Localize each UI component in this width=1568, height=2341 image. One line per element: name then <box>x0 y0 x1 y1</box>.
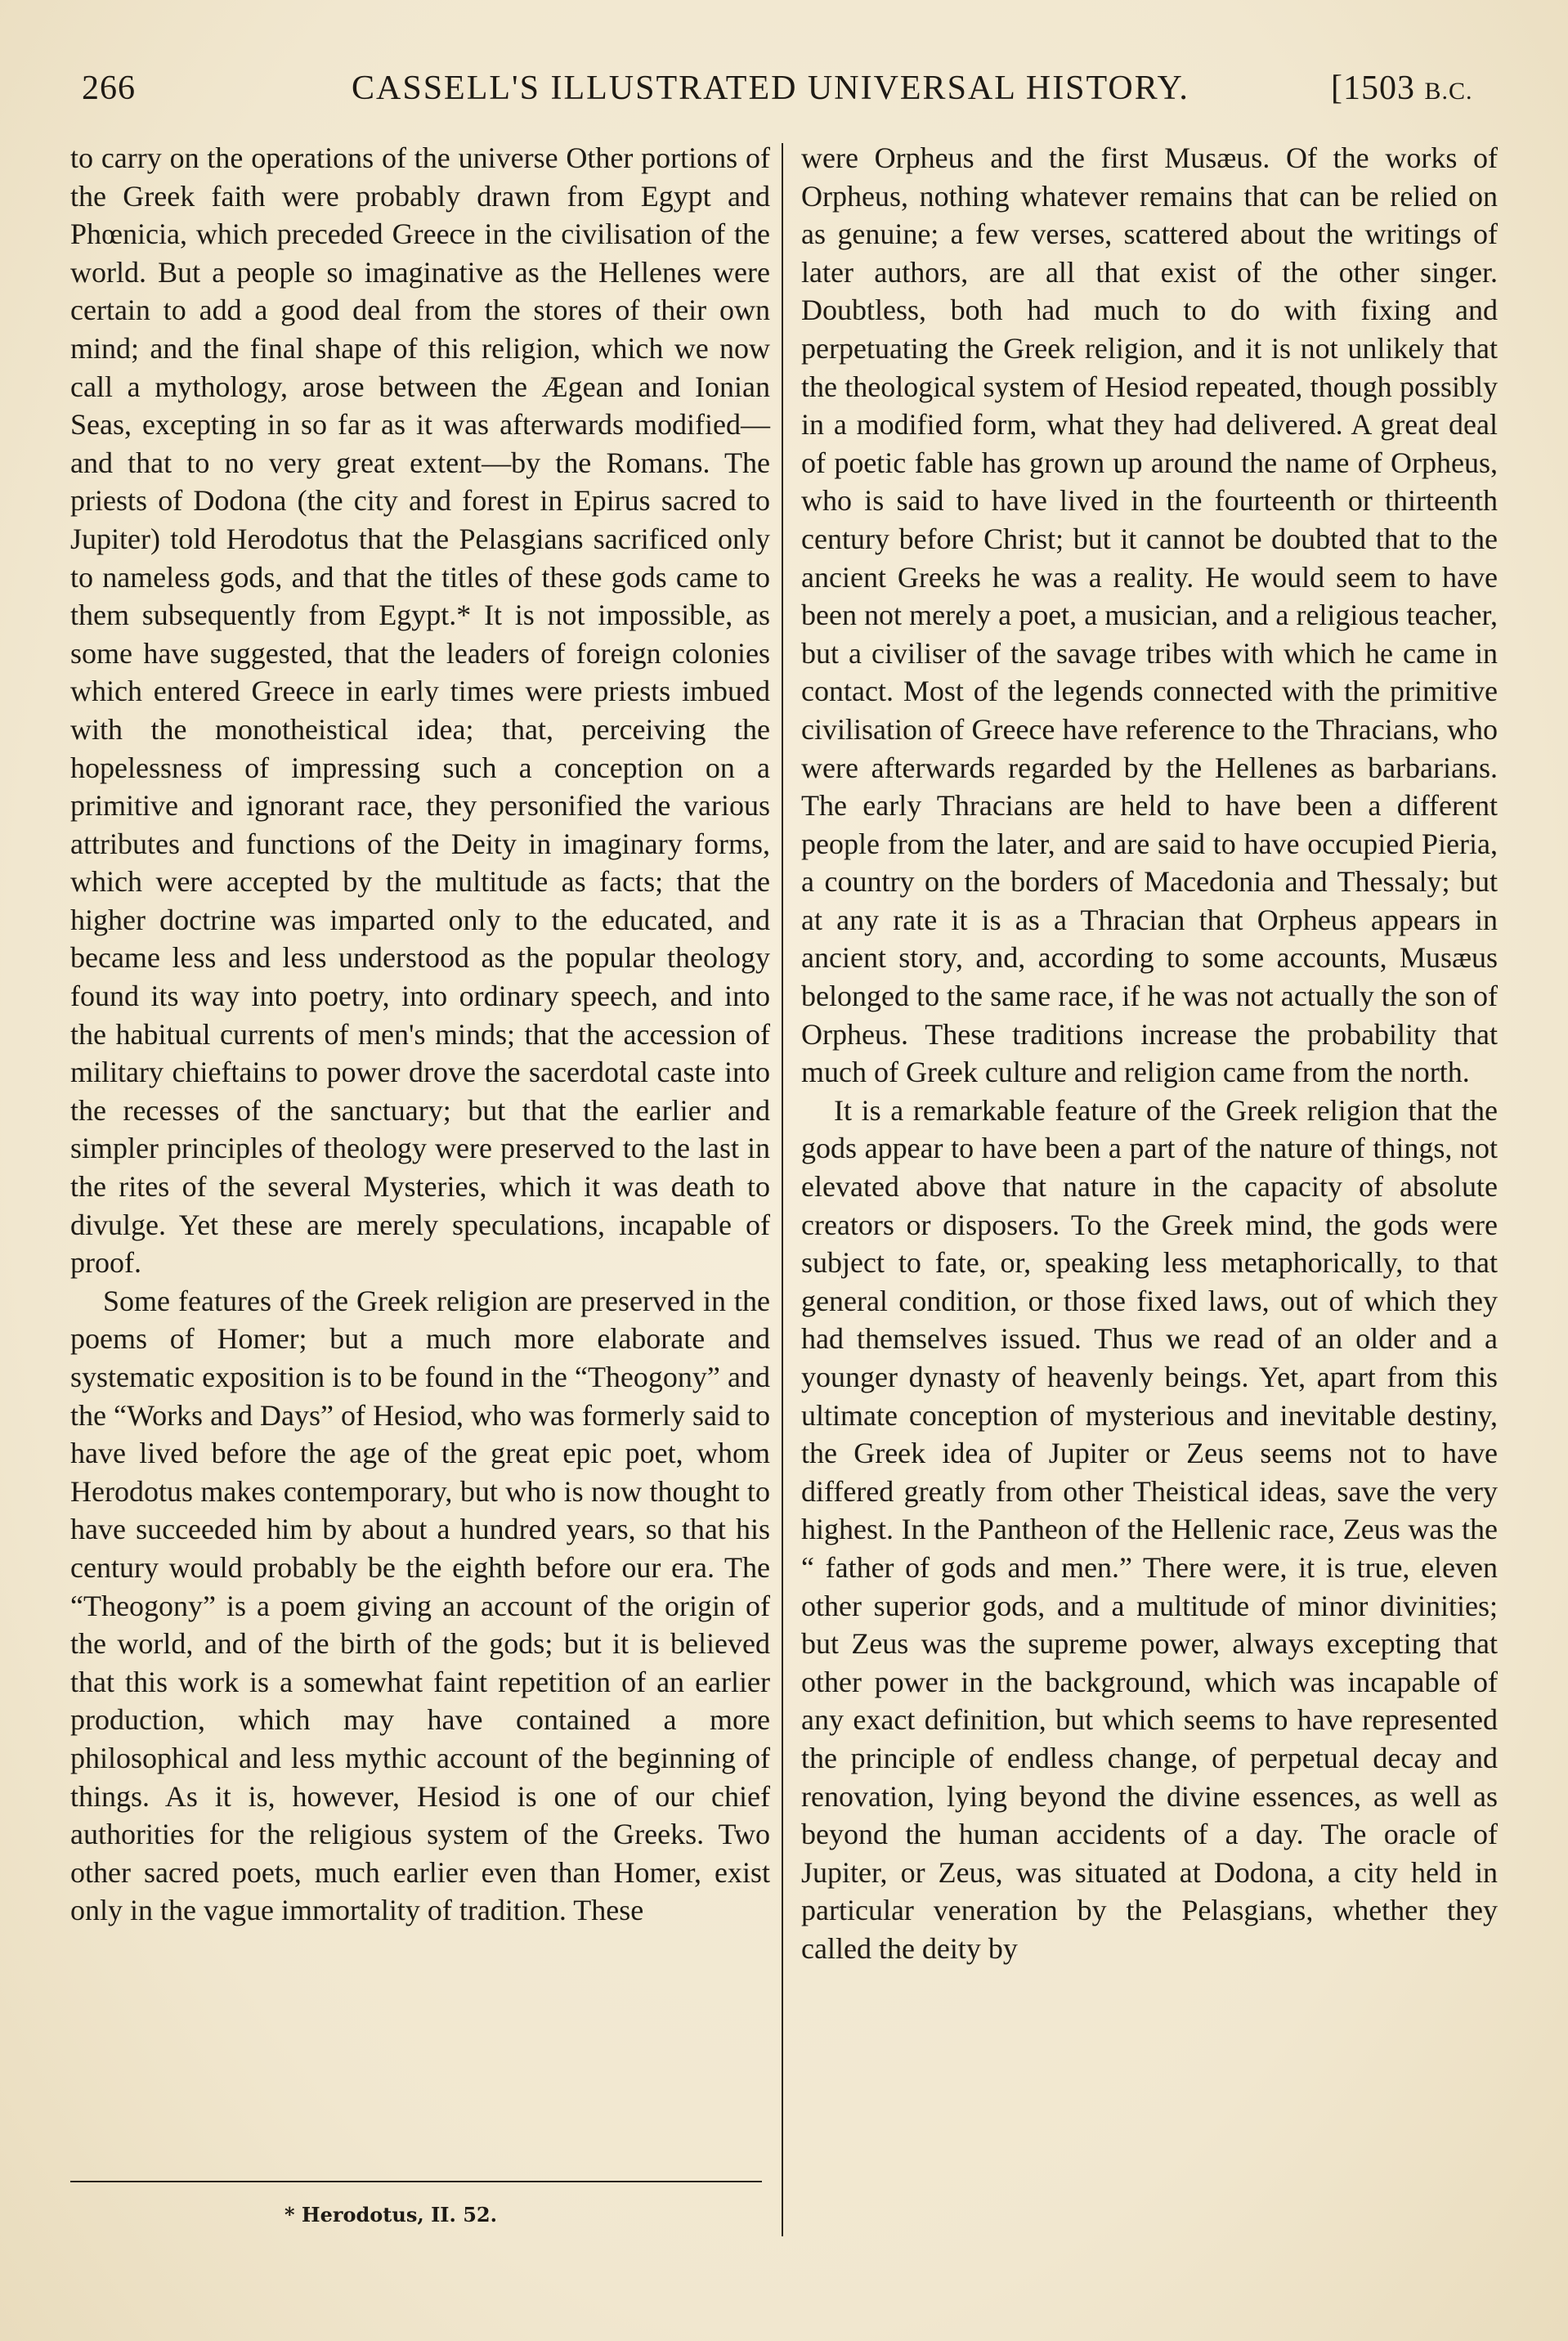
footnote-divider <box>70 2181 762 2182</box>
running-head <box>0 69 1568 118</box>
page-number: 266 <box>82 70 136 107</box>
column-divider <box>782 143 783 2236</box>
date-prefix: [1503 <box>1331 70 1415 107</box>
date-suffix: B.C. <box>1424 78 1473 105</box>
left-column <box>70 139 770 1930</box>
right-paragraph-2: It is a remarkable feature of the Greek religion that the gods appear to have been a part of the nature of things, not elevated above that nature in the capacity of absolute creators or disposers. To the Greek mind, the gods were subject to fate, or, speaking less metaphorically, to that general condition, or those fixed laws, out of which they had themselves issued. Thus we read of an older and a younger dynasty of heavenly beings. Yet, apart from this ultimate conception of mysterious and inevitable destiny, the Greek idea of Jupiter or Zeus seems not to have differed greatly from other Theistical ideas, save the very highest. In the Pantheon of the Hellenic race, Zeus was the “ father of gods and men.” There were, it is true, eleven other superior gods, and a multitude of minor divinities; but Zeus was the supreme power, always excepting that other power in the background, which was incapable of any exact definition, but which seems to have represented the principle of endless change, of perpetual decay and renovation, lying beyond the divine essences, as well as beyond the human accidents of a day. The oracle of Jupiter, or Zeus, was situated at Dodona, a city held in particular veneration by the Pelasgians, whether they called the deity by <box>801 1093 1498 1965</box>
right-paragraph-1: were Orpheus and the first Musæus. Of the works of Orpheus, nothing whatever remains that can be relied on as genuine; a few verses, scattered about the writings of later authors, are all that exist of the other singer. Doubtless, both had much to do with fixing and perpetuating the Greek religion, and it is not unlikely that the theological system of Hesiod repeated, though possibly in a modified form, what they had delivered. A great deal of poetic fable has grown up around the name of Orpheus, who is said to have lived in the fourteenth or thirteenth century before Christ; but it cannot be doubted that to the ancient Greeks he was a reality. He would seem to have been not merely a poet, a musician, and a religious teacher, but a civiliser of the savage tribes with which he came in contact. Most of the legends connected with the primitive civilisation of Greece have reference to the Thracians, who were afterwards regarded by the Hellenes as barbarians. The early Thracians are held to have been a different people from the later, and are said to have occupied Pieria, a country on the borders of Macedonia and Thessaly; but at any rate it is as a Thracian that Orpheus appears in ancient story, and, according to some accounts, Musæus belonged to the same race, if he was not actually the son of Orpheus. These traditions increase the probability that much of Greek culture and religion came from the north. <box>801 141 1498 1089</box>
right-column <box>801 139 1498 1968</box>
footnote: * Herodotus, II. 52. <box>284 2203 497 2227</box>
date-marker <box>1331 69 1473 108</box>
left-paragraph-1: to carry on the operations of the universe Other portions of the Greek faith were probably drawn from Egypt and Phœnicia, which preceded Greece in the civilisation of the world. But a people so imaginative as the Hellenes were certain to add a good deal from the stores of their own mind; and the final shape of this religion, which we now call a mythology, arose between the Ægean and Ionian Seas, excepting in so far as it was afterwards modified—and that to no very great extent—by the Romans. The priests of Dodona (the city and forest in Epirus sacred to Jupiter) told Herodotus that the Pelasgians sacrificed only to nameless gods, and that the titles of these gods came to them subsequently from Egypt.* It is not impossible, as some have suggested, that the leaders of foreign colonies which entered Greece in early times were priests imbued with the monotheistical idea; that, perceiving the hopelessness of impressing such a conception on a primitive and ignorant race, they personified the various attributes and functions of the Deity in imaginary forms, which were accepted by the multitude as facts; that the higher doctrine was imparted only to the educated, and became less and less understood as the popular theology found its way into poetry, into ordinary speech, and into the habitual currents of men's minds; that the accession of military chieftains to power drove the sacerdotal caste into the recesses of the sanctuary; but that the earlier and simpler principles of theology were preserved to the last in the rites of the several Mysteries, which it was death to divulge. Yet these are merely speculations, incapable of proof. <box>70 141 770 1280</box>
book-title: CASSELL'S ILLUSTRATED UNIVERSAL HISTORY. <box>352 70 1189 107</box>
left-paragraph-2: Some features of the Greek religion are preserved in the poems of Homer; but a much more elaborate and systematic exposition is to be found in the “Theogony” and the “Works and Days” of Hesiod, who was formerly said to have lived before the age of the great epic poet, whom Herodotus makes contemporary, but who is now thought to have succeeded him by about a hundred years, so that his century would probably be the eighth before our era. The “Theogony” is a poem giving an account of the origin of the world, and of the birth of the gods; but it is believed that this work is a somewhat faint repetition of an earlier production, which may have contained a more philosophical and less mythic account of the beginning of things. As it is, however, Hesiod is one of our chief authorities for the religious system of the Greeks. Two other sacred poets, much earlier even than Homer, exist only in the vague immortality of tradition. These <box>70 1284 770 1927</box>
